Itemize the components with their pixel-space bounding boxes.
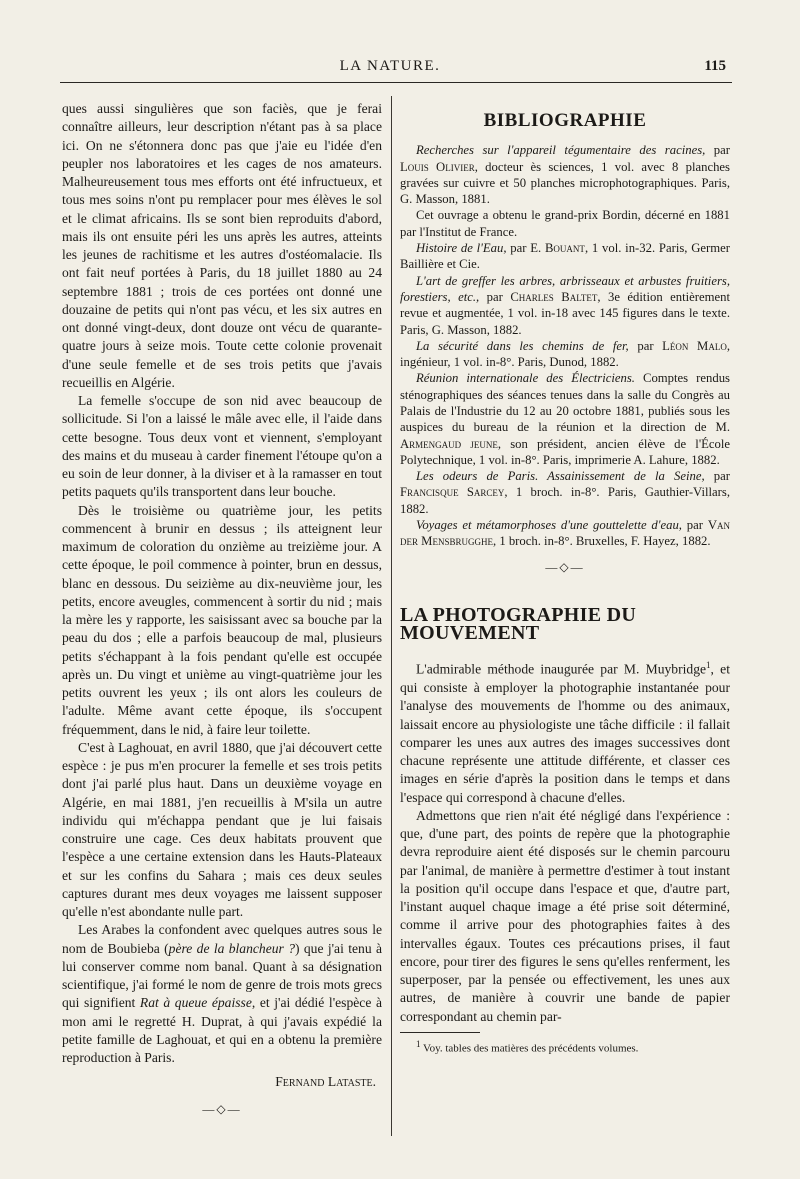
bibliography-entry	[400, 468, 730, 517]
paragraph: C'est à Laghouat, en avril 1880, que j'ai découvert cette espèce : je pus m'en procurer la femelle et ses trois petits dont j'ai parlé plus haut. Dans un deuxième voyage en Algérie, en mai 1881, j'en recueillis à M'sila un autre individu qui m'échappa pendant que je lui faisais construire une cage. Ces deux habitats prouvent que l'espèce a une certaine extension dans les Hauts-Plateaux et sur les confins du Sahara ; mais ces deux seules captures durant mes deux voyages me laissent supposer qu'elle n'est abondante nulle part.	[62, 739, 382, 919]
text-run: , et j'ai dédié l'espèce à mon ami le regretté H. Duprat, à qui j'avais expédié la petite famille de Laghouat, et qui en a obtenu la première reproduction à Paris.	[62, 995, 382, 1065]
left-column	[62, 100, 382, 1126]
header-rule	[60, 82, 732, 83]
entry-details: , 1 vol. in-32. Paris, Germer Baillière et Cie.	[400, 241, 730, 272]
column-divider	[391, 96, 392, 1136]
text-run: ) que j'ai tenu à lui conserver comme nom banal. Quant à sa désignation scientifique, j'ai formé le nom de genre de trois mots grecs qui signifient	[62, 940, 382, 1011]
entry-author: Bouant	[544, 241, 585, 256]
footnote-marker: 1	[706, 660, 711, 671]
entry-title: Recherches sur l'appareil tégumentaire des racines,	[416, 143, 706, 158]
bibliography-entry	[400, 338, 730, 371]
paragraph: Dès le troisième ou quatrième jour, les petits commencent à brunir en dessus ; ils atteignent leur maximum de coloration du onzième au treizième jour. A cette époque, le poil commence à pointer, brun en dessus, blanc en dessous. Du seizième au dix-neuvième jour, les petits, encore aveugles, commencent à sortir du nid ; mais la mère les y rapporte, les saisissant avec sa bouche par la peau du dos ; elle a parfois beaucoup de mal, plusieurs petits s'échappant à la fois pendant qu'elle est occupée après un. Du vingt et unième au vingt-quatrième jour les petits ouvrent les yeux ; ils ont alors les couleurs de l'adulte. Même avant cette époque, ils s'occupent fréquemment, dans le nid, à faire leur toilette.	[62, 502, 382, 737]
footnote-number: 1	[416, 1038, 421, 1049]
entry-details: , 3e édition entièrement revue et augmentée, 1 vol. in-18 avec 145 figures dans le texte. Paris, G. Masson, 1882.	[400, 289, 730, 337]
footnote-rule	[400, 1032, 480, 1033]
text-run: par	[628, 338, 663, 353]
paragraph: La femelle s'occupe de son nid avec beaucoup de sollicitude. Si l'on a laissé le mâle avec elle, il l'aide dans cette besogne. Tous deux vont et viennent, s'employant des mains et du museau à carder finement l'étoupe qu'on a eu soin de leur donner, à la diviser et à la ramasser en tout petits paquets qu'ils transportent dans leur bouche.	[62, 393, 382, 500]
text-run: Comptes rendus sténographiques des séances tenues dans la salle du Congrès au Palais de l'Industrie du 12 au 20 octobre 1881, publiés sous les auspices du bureau de la réunion et la direction de M.	[400, 371, 730, 435]
bibliography-title: BIBLIOGRAPHIE	[483, 110, 647, 131]
text-run: Les Arabes la confondent avec quelques autres sous le nom de Boubieba (	[62, 922, 382, 956]
bibliography-entry	[400, 370, 730, 468]
right-column	[400, 100, 730, 1056]
entry-author: Léon Malo	[662, 338, 727, 353]
bibliography-entry	[400, 142, 730, 207]
entry-details: , ingénieur, 1 vol. in-8°. Paris, Dunod, 1882.	[400, 338, 730, 370]
entry-title: Réunion internationale des Électriciens.	[416, 371, 635, 386]
text-run: par	[681, 518, 708, 533]
entry-details: , docteur ès sciences, 1 vol. avec 8 planches gravées sur cuivre et 50 planches microphotographiques. Paris, G. Masson, 1881.	[400, 159, 730, 207]
entry-details: , son président, ancien élève de l'École Polytechnique, 1 vol. in-8°. Paris, imprimerie A. Lahure, 1882.	[400, 436, 730, 467]
entry-author: Van der Mensbrugghe	[400, 518, 730, 549]
text-run: par	[705, 143, 730, 158]
paragraph: Admettons que rien n'ait été négligé dans l'expérience : que, d'une part, des points de repère que la photographie devra reproduire aient été disposés sur le chemin parcouru par l'animal, de manière à permettre d'estimer à tout instant la position qu'il occupe dans l'espace et que, d'autre part, l'instant auquel chaque image a été prise soit déterminé, comme il arrive pour des photographies faites à des intervalles égaux. Toutes ces précautions prises, il faut encore, pour tirer des figures le sens qu'elles renferment, les superposer, par la pensée ou effectivement, les unes aux autres, de manière à couvrir une bande de papier correspondant au chemin par-	[400, 807, 730, 1024]
italic-run: père de la blancheur ?	[168, 940, 295, 956]
text-run: par E.	[506, 241, 545, 256]
bibliography-entry	[400, 240, 730, 273]
paragraph: ques aussi singulières que son faciès, que je ferai connaître ailleurs, leur description n'étant pas à sa place ici. On ne s'étonnera donc pas que j'aie eu l'idée d'en peupler nos laboratoires et les cages de nos amateurs. Malheureusement tous mes efforts ont été infructueux, et tous mes soins n'ont pu remplacer pour mes élèves le sol et le climat africains. Ils se sont bien reproduits d'abord, mais ils ont ensuite péri les uns après les autres, atteints les jeunes de rachitisme et les autres d'ostéomalacie. Ils ont fait neuf portées à Paris, du 18 juillet 1880 au 24 septembre 1881 ; trois de ces portées ont donné une douzaine de petits qui n'ont pas vécu, et les six autres en ont donné vingt-deux, dont douze ont vécu de quarante-quatre jours à seize mois. Toute cette colonie provenait d'une seule femelle et de ses trois petits que j'avais recueillis en Algérie.	[62, 101, 382, 390]
paragraph	[62, 921, 382, 1067]
footnote	[400, 1037, 730, 1056]
ornament: —◇—	[545, 559, 585, 574]
page-number: 115	[704, 58, 726, 74]
entry-author: Armengaud jeune	[400, 436, 498, 451]
paragraph	[400, 656, 730, 807]
entry-details: , 1 broch. in-8°. Paris, Gauthier-Villars, 1882.	[400, 485, 730, 516]
ornament: —◇—	[202, 1101, 242, 1116]
article-title: LA PHOTOGRAPHIE DU MOUVEMENT	[400, 603, 637, 645]
author-signature: Fernand Lataste.	[275, 1074, 376, 1090]
entry-title: Les odeurs de Paris. Assainissement de la Seine,	[416, 469, 705, 484]
running-head	[0, 58, 800, 80]
entry-title: La sécurité dans les chemins de fer,	[416, 338, 629, 353]
bibliography-note: Cet ouvrage a obtenu le grand-prix Bordin, décerné en 1881 par l'Institut de France.	[400, 208, 730, 239]
footnote-text: Voy. tables des matières des précédents volumes.	[420, 1042, 639, 1055]
bibliography-entry	[400, 273, 730, 338]
entry-title: Histoire de l'Eau,	[416, 241, 507, 256]
entry-details: , 1 broch. in-8°. Bruxelles, F. Hayez, 1882.	[492, 534, 711, 549]
journal-title: LA NATURE.	[339, 58, 441, 74]
entry-title: L'art de greffer les arbres, arbrisseaux et arbustes fruitiers, forestiers, etc.,	[400, 273, 730, 304]
entry-author: Francisque Sarcey	[400, 485, 505, 500]
bibliography-entry	[400, 517, 730, 550]
text-run: par	[704, 469, 730, 484]
text-run: par	[479, 289, 511, 304]
italic-run: Rat à queue épaisse	[139, 995, 252, 1011]
entry-author: Charles Baltet	[510, 289, 598, 304]
text-run: L'admirable méthode inaugurée par M. Muybridge	[416, 661, 707, 677]
text-run: , et qui consiste à employer la photographie instantanée pour l'analyse des mouvements de l'homme ou des animaux, laissait encore au physiologiste une tâche difficile : il fallait comparer les unes aux autres des images successives dont chacune représente une attitude différente, et classer ces images en série d'après la position dans le temps et dans l'espace qui correspond à chacune d'elles.	[400, 661, 730, 805]
entry-title: Voyages et métamorphoses d'une gouttelette d'eau,	[416, 518, 682, 533]
entry-author: Louis Olivier	[400, 159, 475, 174]
